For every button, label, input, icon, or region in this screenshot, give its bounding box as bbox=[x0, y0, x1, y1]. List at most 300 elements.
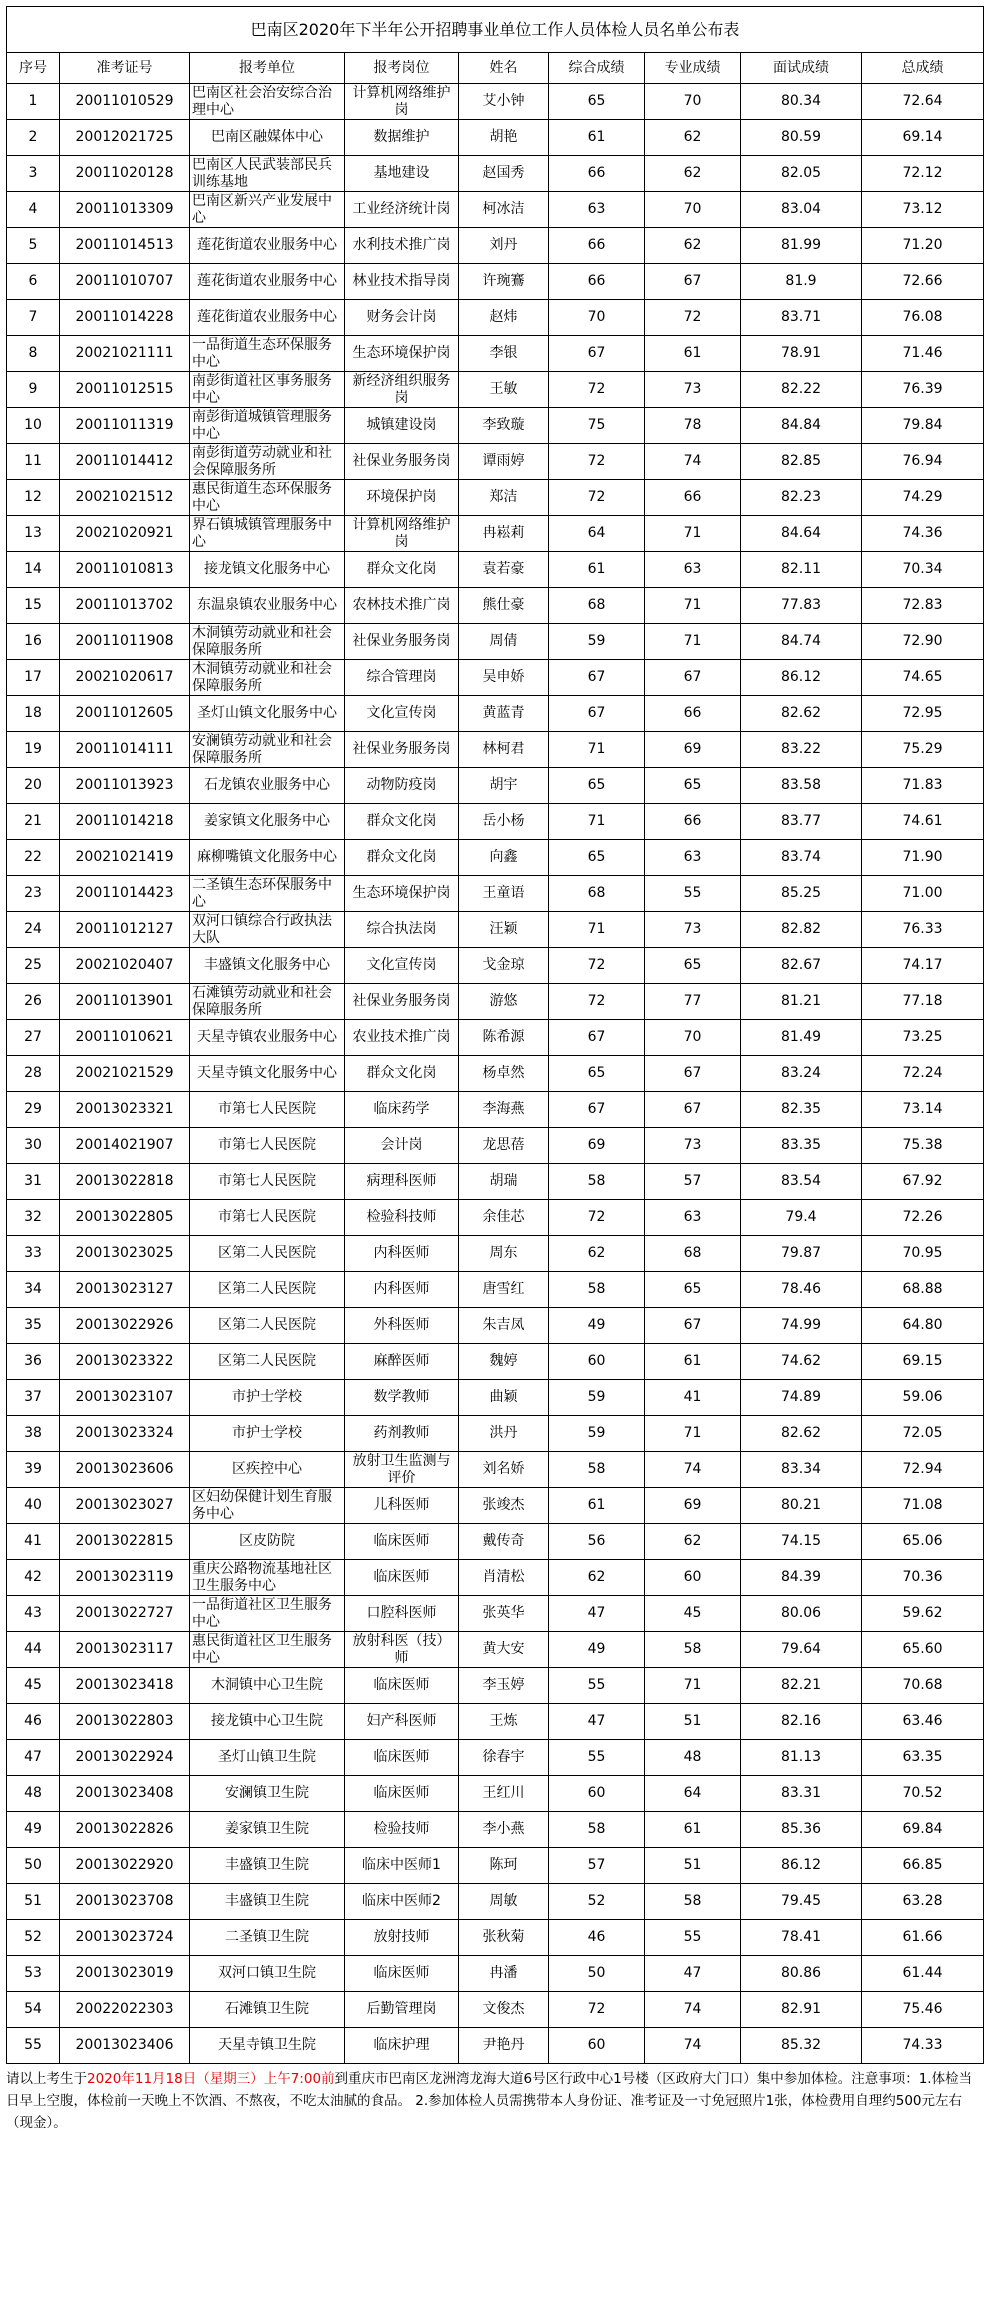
major-score: 47 bbox=[645, 1956, 741, 1992]
general-score: 72 bbox=[549, 1992, 645, 2028]
row-index: 9 bbox=[7, 372, 60, 408]
exam-id: 20013023322 bbox=[60, 1344, 190, 1380]
row-index: 20 bbox=[7, 768, 60, 804]
general-score: 58 bbox=[549, 1272, 645, 1308]
candidate-name: 谭雨婷 bbox=[459, 444, 549, 480]
table-row bbox=[7, 984, 984, 1020]
major-score: 71 bbox=[645, 1668, 741, 1704]
interview-score: 82.67 bbox=[741, 948, 862, 984]
row-index: 35 bbox=[7, 1308, 60, 1344]
col-header-index: 序号 bbox=[7, 53, 60, 84]
exam-id: 20021020617 bbox=[60, 660, 190, 696]
notice-date: 2020年11月18日（星期三）上午7:00前 bbox=[87, 2071, 335, 2087]
row-index: 29 bbox=[7, 1092, 60, 1128]
interview-score: 86.12 bbox=[741, 1848, 862, 1884]
major-score: 77 bbox=[645, 984, 741, 1020]
applied-unit: 莲花街道农业服务中心 bbox=[190, 228, 345, 264]
applied-unit: 一品街道社区卫生服务中心 bbox=[190, 1596, 345, 1632]
row-index: 25 bbox=[7, 948, 60, 984]
row-index: 26 bbox=[7, 984, 60, 1020]
total-score: 77.18 bbox=[862, 984, 984, 1020]
total-score: 79.84 bbox=[862, 408, 984, 444]
applied-position: 内科医师 bbox=[345, 1272, 459, 1308]
major-score: 67 bbox=[645, 1308, 741, 1344]
row-index: 33 bbox=[7, 1236, 60, 1272]
interview-score: 86.12 bbox=[741, 660, 862, 696]
applied-unit: 市第七人民医院 bbox=[190, 1092, 345, 1128]
interview-score: 82.16 bbox=[741, 1704, 862, 1740]
general-score: 67 bbox=[549, 1020, 645, 1056]
exam-id: 20021021419 bbox=[60, 840, 190, 876]
applied-unit: 市第七人民医院 bbox=[190, 1164, 345, 1200]
general-score: 62 bbox=[549, 1236, 645, 1272]
applied-unit: 姜家镇文化服务中心 bbox=[190, 804, 345, 840]
general-score: 67 bbox=[549, 1092, 645, 1128]
total-score: 72.90 bbox=[862, 624, 984, 660]
exam-id: 20011010529 bbox=[60, 84, 190, 120]
applied-unit: 惠民街道生态环保服务中心 bbox=[190, 480, 345, 516]
total-score: 65.06 bbox=[862, 1524, 984, 1560]
table-row bbox=[7, 624, 984, 660]
total-score: 70.34 bbox=[862, 552, 984, 588]
exam-id: 20011011908 bbox=[60, 624, 190, 660]
interview-score: 81.49 bbox=[741, 1020, 862, 1056]
exam-id: 20011020128 bbox=[60, 156, 190, 192]
major-score: 66 bbox=[645, 804, 741, 840]
table-row bbox=[7, 1704, 984, 1740]
general-score: 66 bbox=[549, 228, 645, 264]
total-score: 66.85 bbox=[862, 1848, 984, 1884]
major-score: 67 bbox=[645, 660, 741, 696]
exam-id: 20013023418 bbox=[60, 1668, 190, 1704]
candidate-name: 朱吉凤 bbox=[459, 1308, 549, 1344]
interview-score: 82.22 bbox=[741, 372, 862, 408]
candidate-name: 杨卓然 bbox=[459, 1056, 549, 1092]
table-row bbox=[7, 408, 984, 444]
general-score: 67 bbox=[549, 336, 645, 372]
applied-position: 临床医师 bbox=[345, 1776, 459, 1812]
general-score: 70 bbox=[549, 300, 645, 336]
applied-unit: 丰盛镇文化服务中心 bbox=[190, 948, 345, 984]
exam-id: 20013023321 bbox=[60, 1092, 190, 1128]
row-index: 10 bbox=[7, 408, 60, 444]
applied-unit: 二圣镇卫生院 bbox=[190, 1920, 345, 1956]
major-score: 64 bbox=[645, 1776, 741, 1812]
total-score: 75.38 bbox=[862, 1128, 984, 1164]
total-score: 72.94 bbox=[862, 1452, 984, 1488]
exam-id: 20011013702 bbox=[60, 588, 190, 624]
exam-id: 20013023027 bbox=[60, 1488, 190, 1524]
major-score: 70 bbox=[645, 192, 741, 228]
candidate-name: 王红川 bbox=[459, 1776, 549, 1812]
total-score: 70.95 bbox=[862, 1236, 984, 1272]
applied-position: 新经济组织服务岗 bbox=[345, 372, 459, 408]
exam-id: 20011013923 bbox=[60, 768, 190, 804]
interview-score: 82.35 bbox=[741, 1092, 862, 1128]
exam-id: 20011010621 bbox=[60, 1020, 190, 1056]
row-index: 18 bbox=[7, 696, 60, 732]
applied-position: 儿科医师 bbox=[345, 1488, 459, 1524]
exam-id: 20013023708 bbox=[60, 1884, 190, 1920]
table-row bbox=[7, 1200, 984, 1236]
table-row bbox=[7, 2028, 984, 2064]
table-row bbox=[7, 1596, 984, 1632]
row-index: 48 bbox=[7, 1776, 60, 1812]
table-row bbox=[7, 948, 984, 984]
table-row bbox=[7, 372, 984, 408]
exam-id: 20011013901 bbox=[60, 984, 190, 1020]
major-score: 65 bbox=[645, 948, 741, 984]
exam-id: 20013022815 bbox=[60, 1524, 190, 1560]
total-score: 76.33 bbox=[862, 912, 984, 948]
applied-position: 内科医师 bbox=[345, 1236, 459, 1272]
candidate-name: 胡瑞 bbox=[459, 1164, 549, 1200]
table-row bbox=[7, 1056, 984, 1092]
general-score: 71 bbox=[549, 804, 645, 840]
applied-position: 临床医师 bbox=[345, 1560, 459, 1596]
row-index: 2 bbox=[7, 120, 60, 156]
row-index: 21 bbox=[7, 804, 60, 840]
interview-score: 83.71 bbox=[741, 300, 862, 336]
interview-score: 80.59 bbox=[741, 120, 862, 156]
major-score: 60 bbox=[645, 1560, 741, 1596]
exam-id: 20021021529 bbox=[60, 1056, 190, 1092]
applied-unit: 姜家镇卫生院 bbox=[190, 1812, 345, 1848]
interview-score: 79.4 bbox=[741, 1200, 862, 1236]
notice-intro: 请以上考生于 bbox=[6, 2071, 87, 2087]
row-index: 55 bbox=[7, 2028, 60, 2064]
interview-score: 82.82 bbox=[741, 912, 862, 948]
table-row bbox=[7, 1488, 984, 1524]
major-score: 72 bbox=[645, 300, 741, 336]
row-index: 34 bbox=[7, 1272, 60, 1308]
col-header-unit: 报考单位 bbox=[190, 53, 345, 84]
applied-unit: 圣灯山镇卫生院 bbox=[190, 1740, 345, 1776]
major-score: 58 bbox=[645, 1632, 741, 1668]
interview-score: 82.62 bbox=[741, 1416, 862, 1452]
candidate-name: 曲颖 bbox=[459, 1380, 549, 1416]
total-score: 72.05 bbox=[862, 1416, 984, 1452]
row-index: 43 bbox=[7, 1596, 60, 1632]
total-score: 65.60 bbox=[862, 1632, 984, 1668]
applied-unit: 丰盛镇卫生院 bbox=[190, 1848, 345, 1884]
roster-body bbox=[7, 84, 984, 2064]
applied-position: 文化宣传岗 bbox=[345, 948, 459, 984]
row-index: 49 bbox=[7, 1812, 60, 1848]
total-score: 71.83 bbox=[862, 768, 984, 804]
candidate-name: 许琬鶱 bbox=[459, 264, 549, 300]
row-index: 12 bbox=[7, 480, 60, 516]
candidate-name: 魏婷 bbox=[459, 1344, 549, 1380]
candidate-name: 艾小钟 bbox=[459, 84, 549, 120]
table-row bbox=[7, 660, 984, 696]
table-row bbox=[7, 732, 984, 768]
table-row bbox=[7, 1272, 984, 1308]
candidate-name: 洪丹 bbox=[459, 1416, 549, 1452]
applied-position: 临床医师 bbox=[345, 1524, 459, 1560]
interview-score: 80.21 bbox=[741, 1488, 862, 1524]
total-score: 69.84 bbox=[862, 1812, 984, 1848]
exam-id: 20011014423 bbox=[60, 876, 190, 912]
general-score: 66 bbox=[549, 156, 645, 192]
row-index: 45 bbox=[7, 1668, 60, 1704]
exam-id: 20011011319 bbox=[60, 408, 190, 444]
total-score: 69.15 bbox=[862, 1344, 984, 1380]
applied-position: 群众文化岗 bbox=[345, 840, 459, 876]
exam-id: 20013023324 bbox=[60, 1416, 190, 1452]
applied-position: 外科医师 bbox=[345, 1308, 459, 1344]
major-score: 62 bbox=[645, 156, 741, 192]
applied-position: 检验技师 bbox=[345, 1812, 459, 1848]
general-score: 71 bbox=[549, 732, 645, 768]
col-header-interview-score: 面试成绩 bbox=[741, 53, 862, 84]
row-index: 46 bbox=[7, 1704, 60, 1740]
candidate-name: 李小燕 bbox=[459, 1812, 549, 1848]
major-score: 68 bbox=[645, 1236, 741, 1272]
total-score: 71.20 bbox=[862, 228, 984, 264]
total-score: 69.14 bbox=[862, 120, 984, 156]
row-index: 41 bbox=[7, 1524, 60, 1560]
applied-position: 农业技术推广岗 bbox=[345, 1020, 459, 1056]
interview-score: 81.21 bbox=[741, 984, 862, 1020]
candidate-name: 李银 bbox=[459, 336, 549, 372]
applied-unit: 巴南区融媒体中心 bbox=[190, 120, 345, 156]
row-index: 22 bbox=[7, 840, 60, 876]
general-score: 69 bbox=[549, 1128, 645, 1164]
general-score: 49 bbox=[549, 1308, 645, 1344]
major-score: 69 bbox=[645, 1488, 741, 1524]
applied-position: 生态环境保护岗 bbox=[345, 876, 459, 912]
table-row bbox=[7, 1380, 984, 1416]
applied-position: 社保业务服务岗 bbox=[345, 624, 459, 660]
exam-id: 20011014228 bbox=[60, 300, 190, 336]
exam-id: 20013022926 bbox=[60, 1308, 190, 1344]
total-score: 71.00 bbox=[862, 876, 984, 912]
interview-score: 83.58 bbox=[741, 768, 862, 804]
table-row bbox=[7, 1884, 984, 1920]
candidate-name: 王童语 bbox=[459, 876, 549, 912]
row-index: 37 bbox=[7, 1380, 60, 1416]
row-index: 4 bbox=[7, 192, 60, 228]
candidate-name: 徐春宇 bbox=[459, 1740, 549, 1776]
applied-position: 临床护理 bbox=[345, 2028, 459, 2064]
candidate-name: 向鑫 bbox=[459, 840, 549, 876]
applied-unit: 天星寺镇文化服务中心 bbox=[190, 1056, 345, 1092]
applied-unit: 市护士学校 bbox=[190, 1380, 345, 1416]
general-score: 65 bbox=[549, 84, 645, 120]
candidate-name: 李致璇 bbox=[459, 408, 549, 444]
applied-unit: 巴南区社会治安综合治理中心 bbox=[190, 84, 345, 120]
total-score: 76.08 bbox=[862, 300, 984, 336]
exam-id: 20013023119 bbox=[60, 1560, 190, 1596]
table-title: 巴南区2020年下半年公开招聘事业单位工作人员体检人员名单公布表 bbox=[7, 7, 984, 53]
interview-score: 79.45 bbox=[741, 1884, 862, 1920]
total-score: 73.25 bbox=[862, 1020, 984, 1056]
table-row bbox=[7, 228, 984, 264]
row-index: 36 bbox=[7, 1344, 60, 1380]
row-index: 28 bbox=[7, 1056, 60, 1092]
candidate-name: 唐雪红 bbox=[459, 1272, 549, 1308]
interview-score: 80.34 bbox=[741, 84, 862, 120]
candidate-name: 余佳芯 bbox=[459, 1200, 549, 1236]
candidate-name: 胡艳 bbox=[459, 120, 549, 156]
total-score: 67.92 bbox=[862, 1164, 984, 1200]
exam-id: 20013023117 bbox=[60, 1632, 190, 1668]
total-score: 71.46 bbox=[862, 336, 984, 372]
applied-position: 社保业务服务岗 bbox=[345, 732, 459, 768]
candidate-name: 刘名娇 bbox=[459, 1452, 549, 1488]
major-score: 62 bbox=[645, 228, 741, 264]
applied-unit: 区第二人民医院 bbox=[190, 1272, 345, 1308]
col-header-major-score: 专业成绩 bbox=[645, 53, 741, 84]
major-score: 63 bbox=[645, 840, 741, 876]
candidate-name: 袁若豪 bbox=[459, 552, 549, 588]
general-score: 72 bbox=[549, 1200, 645, 1236]
applied-unit: 石龙镇农业服务中心 bbox=[190, 768, 345, 804]
major-score: 63 bbox=[645, 1200, 741, 1236]
exam-id: 20012021725 bbox=[60, 120, 190, 156]
major-score: 73 bbox=[645, 912, 741, 948]
applied-position: 社保业务服务岗 bbox=[345, 984, 459, 1020]
general-score: 52 bbox=[549, 1884, 645, 1920]
row-index: 30 bbox=[7, 1128, 60, 1164]
applied-unit: 石滩镇卫生院 bbox=[190, 1992, 345, 2028]
major-score: 61 bbox=[645, 336, 741, 372]
candidate-name: 文俊杰 bbox=[459, 1992, 549, 2028]
table-row bbox=[7, 876, 984, 912]
candidate-name: 冉崧莉 bbox=[459, 516, 549, 552]
table-row bbox=[7, 1920, 984, 1956]
total-score: 72.24 bbox=[862, 1056, 984, 1092]
candidate-name: 张竣杰 bbox=[459, 1488, 549, 1524]
applied-position: 临床中医师2 bbox=[345, 1884, 459, 1920]
applied-unit: 区妇幼保健计划生育服务中心 bbox=[190, 1488, 345, 1524]
total-score: 71.90 bbox=[862, 840, 984, 876]
row-index: 6 bbox=[7, 264, 60, 300]
table-row bbox=[7, 1020, 984, 1056]
applied-unit: 安澜镇劳动就业和社会保障服务所 bbox=[190, 732, 345, 768]
interview-score: 83.74 bbox=[741, 840, 862, 876]
general-score: 72 bbox=[549, 984, 645, 1020]
row-index: 42 bbox=[7, 1560, 60, 1596]
interview-score: 85.25 bbox=[741, 876, 862, 912]
interview-score: 77.83 bbox=[741, 588, 862, 624]
interview-score: 79.87 bbox=[741, 1236, 862, 1272]
applied-position: 放射技师 bbox=[345, 1920, 459, 1956]
exam-id: 20013023606 bbox=[60, 1452, 190, 1488]
column-header-row bbox=[7, 53, 984, 84]
interview-score: 74.89 bbox=[741, 1380, 862, 1416]
applied-position: 社保业务服务岗 bbox=[345, 444, 459, 480]
interview-score: 74.99 bbox=[741, 1308, 862, 1344]
applied-unit: 区皮防院 bbox=[190, 1524, 345, 1560]
applied-unit: 重庆公路物流基地社区卫生服务中心 bbox=[190, 1560, 345, 1596]
exam-id: 20013022803 bbox=[60, 1704, 190, 1740]
general-score: 55 bbox=[549, 1668, 645, 1704]
exam-id: 20011012127 bbox=[60, 912, 190, 948]
applied-unit: 区第二人民医院 bbox=[190, 1236, 345, 1272]
col-header-position: 报考岗位 bbox=[345, 53, 459, 84]
table-row bbox=[7, 84, 984, 120]
applied-unit: 惠民街道社区卫生服务中心 bbox=[190, 1632, 345, 1668]
interview-score: 85.32 bbox=[741, 2028, 862, 2064]
table-row bbox=[7, 1992, 984, 2028]
table-row bbox=[7, 552, 984, 588]
table-row bbox=[7, 1668, 984, 1704]
total-score: 74.61 bbox=[862, 804, 984, 840]
candidate-name: 黄大安 bbox=[459, 1632, 549, 1668]
major-score: 74 bbox=[645, 1452, 741, 1488]
row-index: 8 bbox=[7, 336, 60, 372]
candidate-name: 李玉婷 bbox=[459, 1668, 549, 1704]
applied-unit: 木洞镇劳动就业和社会保障服务所 bbox=[190, 624, 345, 660]
candidate-name: 李海燕 bbox=[459, 1092, 549, 1128]
general-score: 64 bbox=[549, 516, 645, 552]
row-index: 44 bbox=[7, 1632, 60, 1668]
total-score: 76.39 bbox=[862, 372, 984, 408]
major-score: 61 bbox=[645, 1812, 741, 1848]
interview-score: 83.77 bbox=[741, 804, 862, 840]
applied-position: 农林技术推广岗 bbox=[345, 588, 459, 624]
exam-id: 20013023107 bbox=[60, 1380, 190, 1416]
general-score: 61 bbox=[549, 552, 645, 588]
total-score: 73.14 bbox=[862, 1092, 984, 1128]
exam-id: 20011012515 bbox=[60, 372, 190, 408]
table-row bbox=[7, 1416, 984, 1452]
general-score: 57 bbox=[549, 1848, 645, 1884]
table-row bbox=[7, 840, 984, 876]
table-row bbox=[7, 120, 984, 156]
interview-score: 83.24 bbox=[741, 1056, 862, 1092]
major-score: 48 bbox=[645, 1740, 741, 1776]
general-score: 65 bbox=[549, 768, 645, 804]
candidate-name: 郑洁 bbox=[459, 480, 549, 516]
candidate-name: 龙思蓓 bbox=[459, 1128, 549, 1164]
major-score: 65 bbox=[645, 1272, 741, 1308]
interview-score: 74.62 bbox=[741, 1344, 862, 1380]
major-score: 66 bbox=[645, 480, 741, 516]
total-score: 59.62 bbox=[862, 1596, 984, 1632]
interview-score: 84.84 bbox=[741, 408, 862, 444]
total-score: 71.08 bbox=[862, 1488, 984, 1524]
row-index: 51 bbox=[7, 1884, 60, 1920]
applied-position: 临床医师 bbox=[345, 1740, 459, 1776]
total-score: 74.65 bbox=[862, 660, 984, 696]
applied-position: 临床中医师1 bbox=[345, 1848, 459, 1884]
table-row bbox=[7, 1560, 984, 1596]
applied-position: 环境保护岗 bbox=[345, 480, 459, 516]
candidate-name: 张英华 bbox=[459, 1596, 549, 1632]
total-score: 72.95 bbox=[862, 696, 984, 732]
general-score: 67 bbox=[549, 696, 645, 732]
row-index: 54 bbox=[7, 1992, 60, 2028]
major-score: 67 bbox=[645, 264, 741, 300]
major-score: 74 bbox=[645, 444, 741, 480]
roster-sheet bbox=[6, 6, 983, 2134]
table-row bbox=[7, 912, 984, 948]
exam-id: 20011014513 bbox=[60, 228, 190, 264]
candidate-name: 张秋菊 bbox=[459, 1920, 549, 1956]
exam-id: 20013023025 bbox=[60, 1236, 190, 1272]
general-score: 49 bbox=[549, 1632, 645, 1668]
applied-unit: 麻柳嘴镇文化服务中心 bbox=[190, 840, 345, 876]
general-score: 72 bbox=[549, 480, 645, 516]
general-score: 56 bbox=[549, 1524, 645, 1560]
exam-id: 20013023127 bbox=[60, 1272, 190, 1308]
row-index: 5 bbox=[7, 228, 60, 264]
applied-unit: 二圣镇生态环保服务中心 bbox=[190, 876, 345, 912]
applied-unit: 木洞镇劳动就业和社会保障服务所 bbox=[190, 660, 345, 696]
